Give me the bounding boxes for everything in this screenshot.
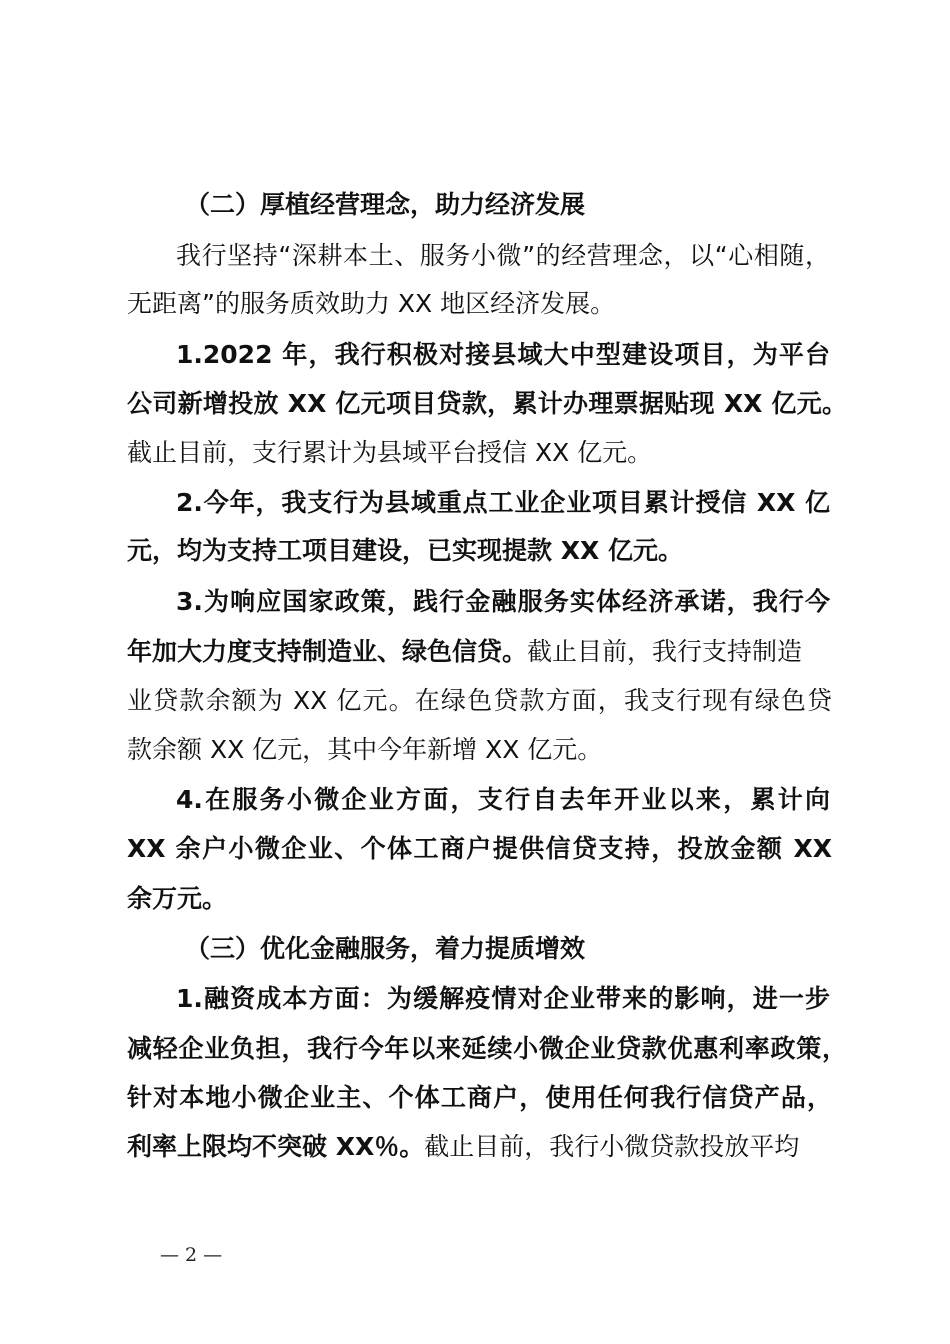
item-3-line-2-bold: 年加大力度支持制造业、绿色信贷。 [127,637,528,666]
s3-item-1-line-4-bold: 利率上限均不突破 XX％。 [127,1132,425,1161]
item-3-line-3: 业贷款余额为 XX 亿元。在绿色贷款方面，我支行现有绿色贷 [127,686,832,715]
section-2-intro-line-1: 我行坚持“深耕本土、服务小微”的经营理念，以“心相随， [176,241,830,270]
s3-item-1-line-1: 1.融资成本方面：为缓解疫情对企业带来的影响，进一步 [176,984,830,1013]
item-1-line-2: 公司新增投放 XX 亿元项目贷款，累计办理票据贴现 XX 亿元。 [127,389,847,418]
s3-item-1-line-4-normal: 截止目前，我行小微贷款投放平均 [424,1132,800,1161]
section-2-intro-line-2: 无距离”的服务质效助力 XX 地区经济发展。 [127,289,616,318]
item-3-line-2 [127,627,847,676]
item-4-line-1: 4.在服务小微企业方面，支行自去年开业以来，累计向 [176,785,830,814]
item-3-line-4: 款余额 XX 亿元，其中今年新增 XX 亿元。 [127,735,603,764]
item-4-line-3: 余万元。 [127,884,228,913]
item-3-line-1: 3.为响应国家政策，践行金融服务实体经济承诺，我行今 [176,587,830,616]
item-4-line-2: XX 余户小微企业、个体工商户提供信贷支持，投放金额 XX [127,834,832,863]
section-2-heading: （二）厚植经营理念，助力经济发展 [185,190,586,219]
item-1-line-1: 1.2022 年，我行积极对接县域大中型建设项目，为平台 [176,340,830,369]
item-3-line-2-normal: 截止目前，我行支持制造 [527,637,803,666]
s3-item-1-line-3: 针对本地小微企业主、个体工商户，使用任何我行信贷产品， [127,1083,832,1112]
page-number: — 2 — [160,1244,223,1266]
item-2-line-2: 元，均为支持工项目建设，已实现提款 XX 亿元。 [127,536,683,565]
section-3-heading: （三）优化金融服务，着力提质增效 [185,934,586,963]
s3-item-1-line-2: 减轻企业负担，我行今年以来延续小微企业贷款优惠利率政策， [127,1034,847,1063]
item-2-line-1: 2.今年，我支行为县域重点工业企业项目累计授信 XX 亿 [176,488,830,517]
s3-item-1-line-4 [127,1122,847,1171]
item-1-line-3: 截止目前，支行累计为县域平台授信 XX 亿元。 [127,438,653,467]
